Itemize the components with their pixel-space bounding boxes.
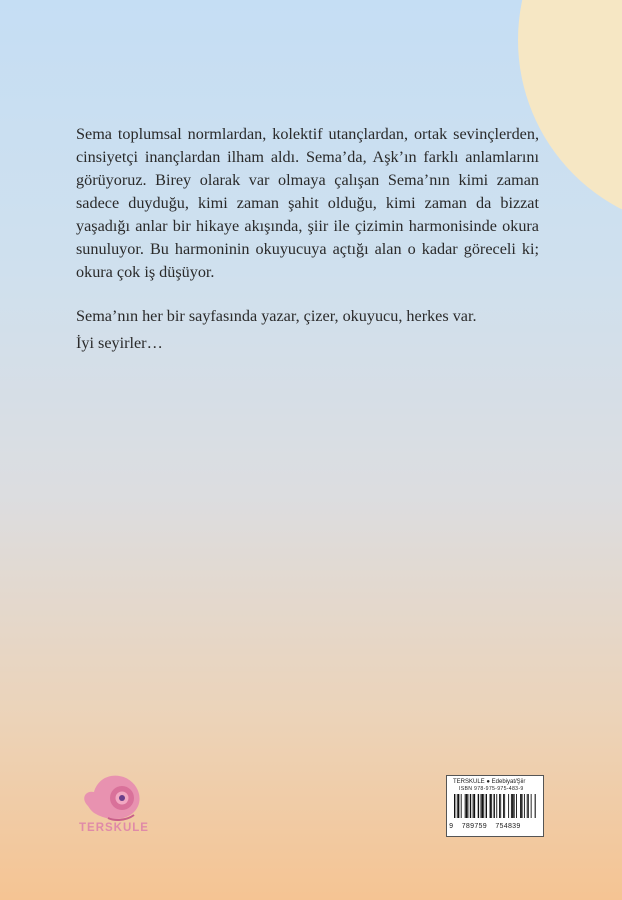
publisher-logo-text: TERSKULE [79,822,149,834]
back-cover-description [76,123,539,359]
barcode-bar [500,794,501,818]
isbn-barcode-label [446,775,544,837]
barcode-bar [468,794,469,818]
barcode-bar [503,794,504,818]
barcode-category: Edebiyat/Şiir [491,779,526,785]
barcode-bar [520,794,521,818]
barcode-bar [491,794,492,818]
barcode-bars [454,794,536,818]
barcode-bar [482,794,483,818]
barcode-digit-lead: 9 [449,823,454,831]
description-paragraph: Sema toplumsal normlardan, kolektif utançlardan, ortak sevinçlerden, cinsiyetçi inançlardan ilham aldı. Sema’da, Aşk’ın farklı anlamlarını görüyoruz. Birey olarak var olmaya çalışan Sema’nın kimi zaman sadece duyduğu, kimi zaman şahit olduğu, kimi zaman da bizzat yaşadığı anlar bir hikaye akışında, şiir ile çizimin harmonisinde okura sunuluyor. Bu harmoninin okuyucuya açtığı alan o kadar göreceli ki; okura çok iş düşüyor. [76,125,539,281]
closing-line: İyi seyirler… [76,334,163,352]
barcode-bar [528,794,529,818]
barcode-digit-group: 754839 [495,823,521,831]
barcode-bar [465,794,466,818]
barcode-bar [478,794,479,818]
barcode-bar [499,794,500,818]
publisher-logo [72,768,156,840]
barcode-bar [513,794,514,818]
barcode-digits [447,823,543,831]
barcode-bar [494,794,495,818]
bullet-icon: ● [486,779,492,785]
barcode-bar [527,794,528,818]
isbn-number: ISBN 978-975-975-483-9 [459,786,524,792]
barcode-bar [486,794,487,818]
description-paragraph: Sema’nın her bir sayfasında yazar, çizer, okuyucu, herkes var. [76,307,477,325]
barcode-bar [511,794,512,818]
barcode-bar [473,794,474,818]
barcode-digit-group: 789759 [461,823,487,831]
barcode-bar [516,794,517,818]
barcode-bar [512,794,513,818]
barcode-bar [483,794,484,818]
barcode-bar [474,794,475,818]
barcode-bar [481,794,482,818]
snail-shell-icon [78,768,148,822]
barcode-bar [531,794,532,818]
barcode-bar [496,794,497,818]
barcode-bar [458,794,459,818]
barcode-bar [504,794,505,818]
barcode-bar [490,794,491,818]
barcode-bar [454,794,455,818]
barcode-bar [521,794,522,818]
barcode-header [447,776,543,786]
barcode-bar [461,794,462,818]
barcode-bar [457,794,458,818]
barcode-bar [535,794,536,818]
barcode-bar [470,794,471,818]
barcode-publisher: TERSKULE [453,779,485,785]
barcode-bar [466,794,467,818]
barcode-bar [508,794,509,818]
barcode-bar [524,794,525,818]
